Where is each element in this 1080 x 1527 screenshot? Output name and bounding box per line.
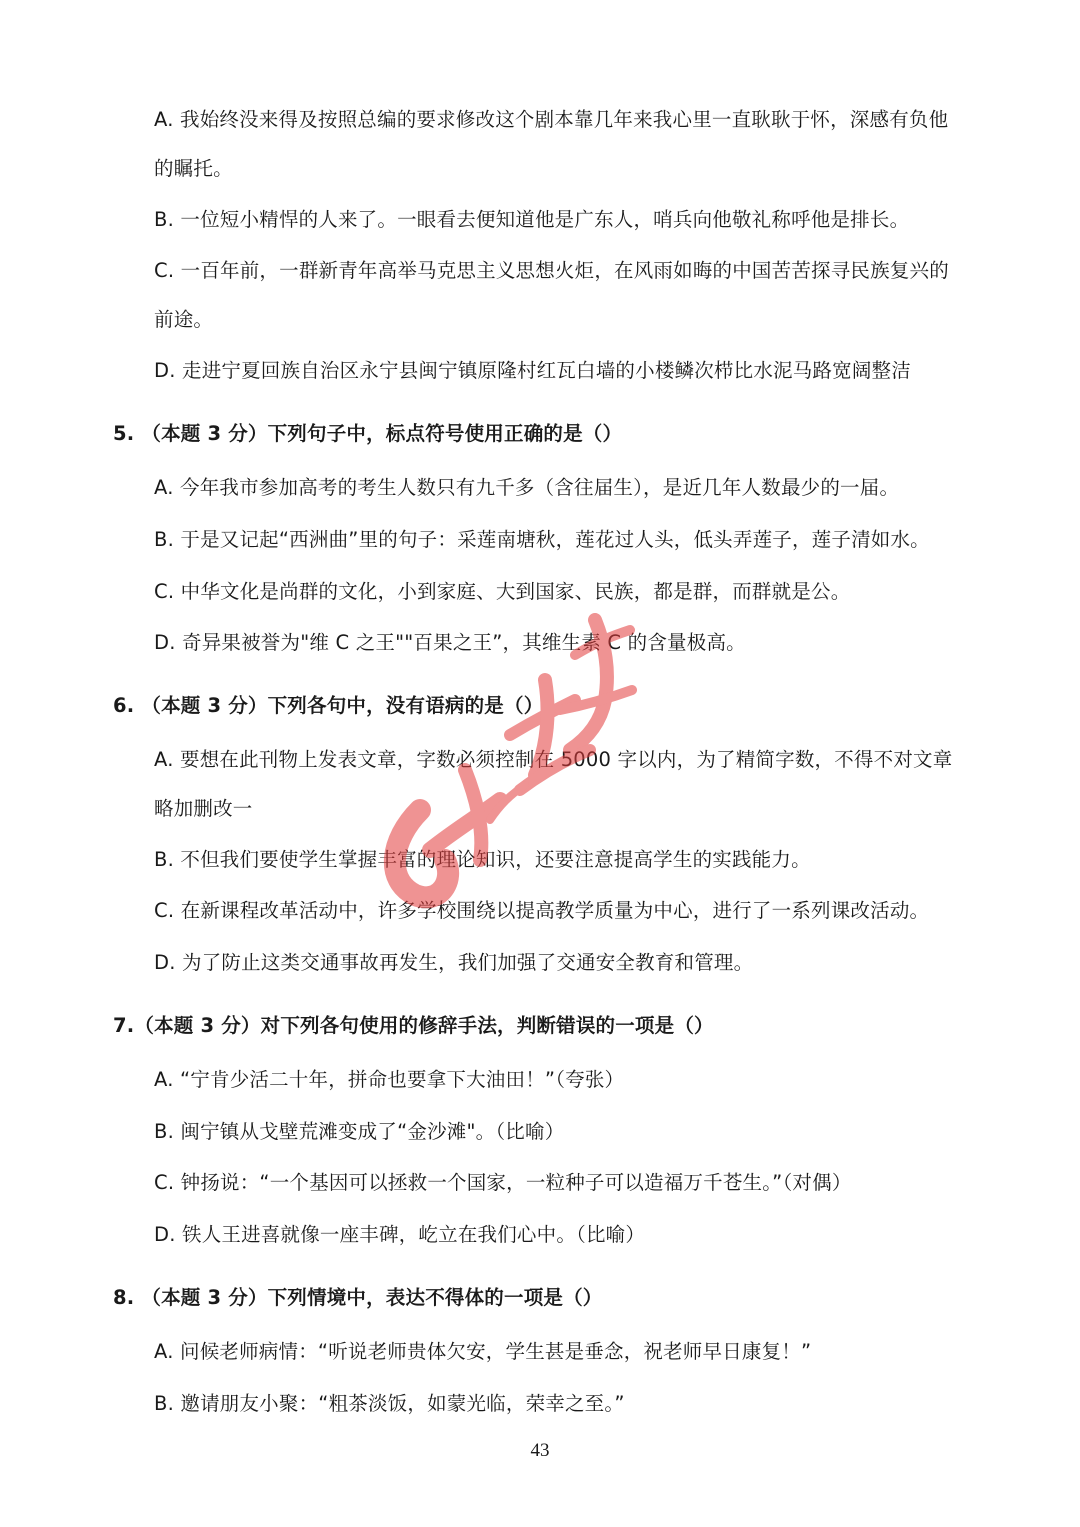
q5-option-c: C. 中华文化是尚群的文化，小到家庭、大到国家、民族，都是群，而群就是公。 (154, 580, 851, 603)
q6-option-c: C. 在新课程改革活动中，许多学校围绕以提高教学质量为中心，进行了一系列课改活动。 (154, 899, 930, 922)
q4-option-c-line1: C. 一百年前，一群新青年高举马克思主义思想火炬，在风雨如晦的中国苦苦探寻民族复兴的 (154, 259, 949, 282)
q8-title: 8. （本题 3 分）下列情境中，表达不得体的一项是（） (113, 1286, 603, 1309)
q4-option-d: D. 走进宁夏回族自治区永宁县闽宁镇原隆村红瓦白墙的小楼鳞次栉比水泥马路宽阔整洁 (154, 359, 911, 382)
q6-title: 6. （本题 3 分）下列各句中，没有语病的是（） (113, 694, 544, 717)
q7-option-b: B. 闽宁镇从戈壁荒滩变成了“金沙滩"。（比喻） (154, 1120, 565, 1143)
q8-option-b: B. 邀请朋友小聚：“粗茶淡饭，如蒙光临，荣幸之至。” (154, 1392, 625, 1415)
q5-title: 5. （本题 3 分）下列句子中，标点符号使用正确的是（） (113, 422, 623, 445)
q5-option-d: D. 奇异果被誉为"维 C 之王""百果之王”，其维生素 C 的含量极高。 (154, 631, 746, 654)
q4-option-a-line1: A. 我始终没来得及按照总编的要求修改这个剧本靠几年来我心里一直耿耿于怀，深感有负他 (154, 108, 949, 131)
q4-option-a-line2: 的瞩托。 (154, 157, 233, 180)
q7-option-c: C. 钟扬说：“一个基因可以拯救一个国家，一粒种子可以造福万千苍生。”（对偶） (154, 1171, 852, 1194)
page-number: 43 (530, 1440, 550, 1461)
q5-option-a: A. 今年我市参加高考的考生人数只有九千多（含往届生），是近几年人数最少的一届。 (154, 476, 900, 499)
q7-option-d: D. 铁人王进喜就像一座丰碑，屹立在我们心中。（比喻） (154, 1223, 646, 1246)
q6-option-a-line2: 略加删改一 (154, 797, 253, 820)
q8-option-a: A. 问候老师病情：“听说老师贵体欠安，学生甚是垂念，祝老师早日康复！” (154, 1340, 812, 1363)
q6-option-b: B. 不但我们要使学生掌握丰富的理论知识，还要注意提高学生的实践能力。 (154, 848, 811, 871)
q4-option-b: B. 一位短小精悍的人来了。一眼看去便知道他是广东人，哨兵向他敬礼称呼他是排长。 (154, 208, 910, 231)
q7-option-a: A. “宁肯少活二十年，拼命也要拿下大油田！”（夸张） (154, 1068, 625, 1091)
q6-option-a-line1: A. 要想在此刊物上发表文章，字数必须控制在 5000 字以内，为了精简字数，不得不对文章 (154, 748, 953, 771)
q4-option-c-line2: 前途。 (154, 308, 214, 331)
q6-option-d: D. 为了防止这类交通事故再发生，我们加强了交通安全教育和管理。 (154, 951, 754, 974)
q7-title: 7.（本题 3 分）对下列各句使用的修辞手法，判断错误的一项是（） (113, 1014, 714, 1037)
q5-option-b: B. 于是又记起“西洲曲”里的句子：采莲南塘秋，莲花过人头，低头弄莲子，莲子清如水。 (154, 528, 930, 551)
